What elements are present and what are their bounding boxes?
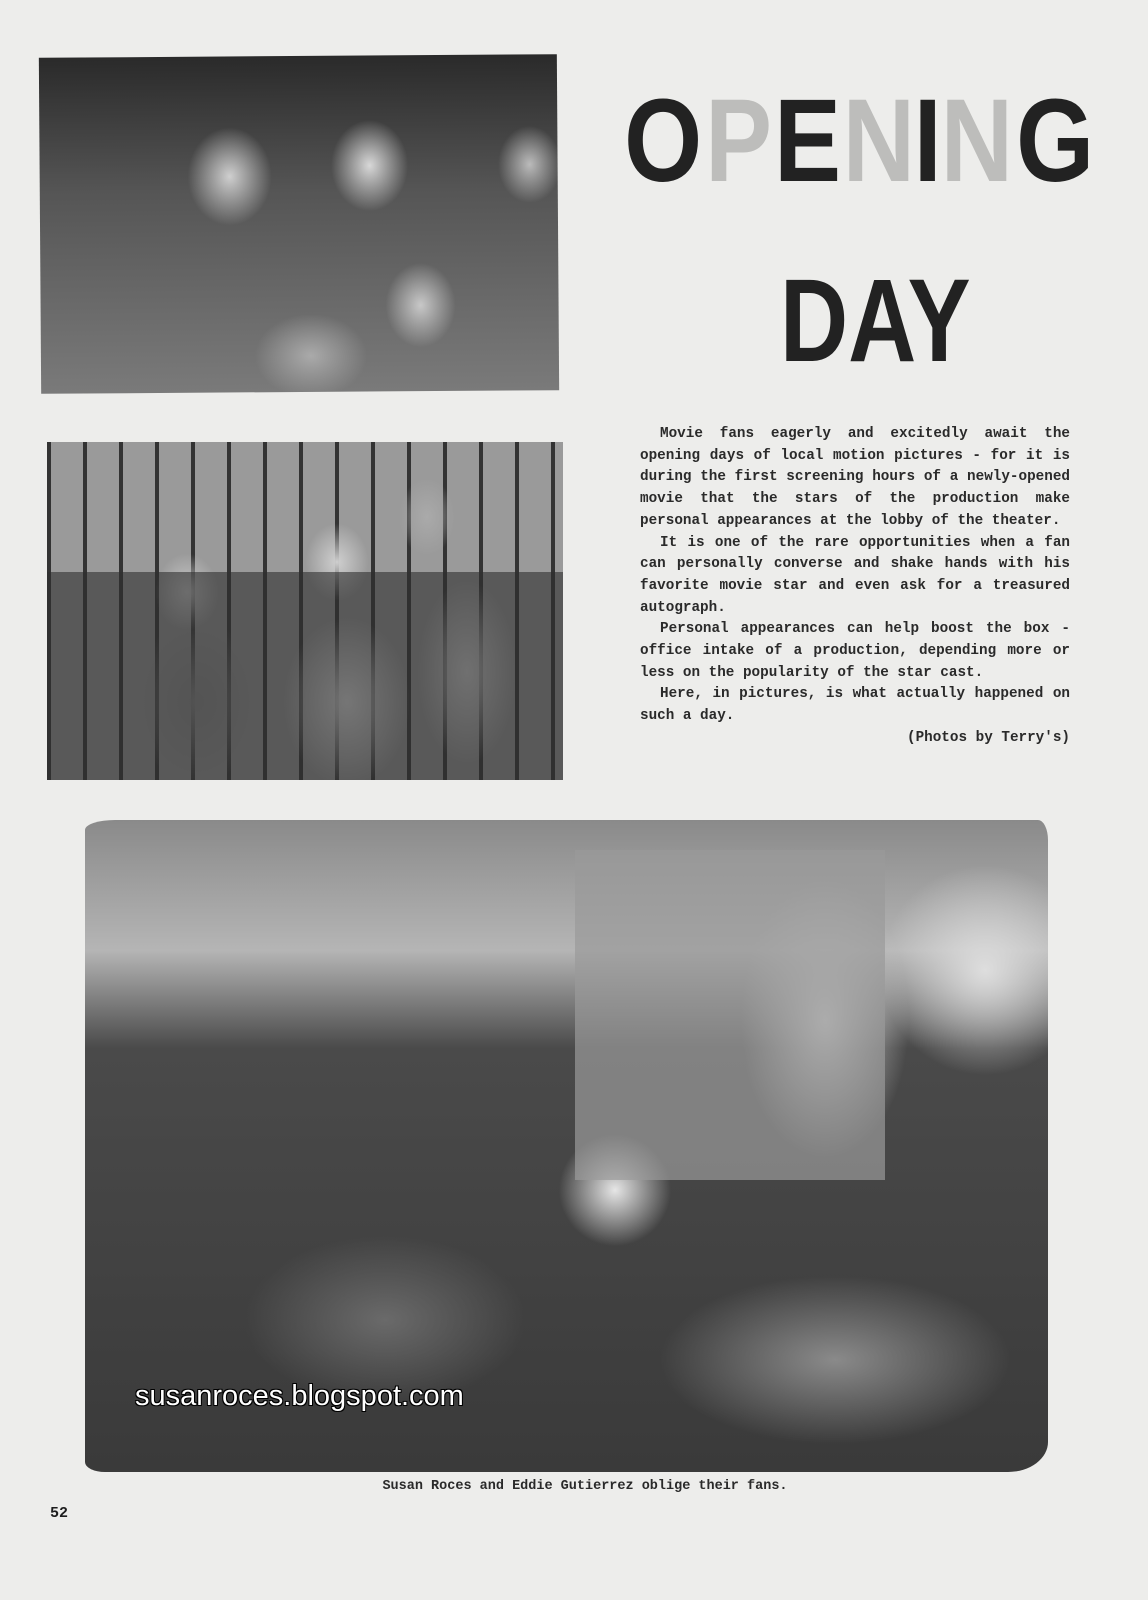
article-paragraph: It is one of the rare opportunities when a fan can personally converse and shake hands with his favorite movie star and even ask for a treasured autograph. — [640, 534, 1070, 616]
headline-letter: N — [940, 75, 1005, 207]
page-number: 52 — [50, 1505, 69, 1522]
headline-letter: N — [842, 75, 907, 207]
photo-caption: Susan Roces and Eddie Gutierrez oblige their fans. — [382, 1479, 788, 1494]
headline-opening — [618, 75, 1092, 207]
article-paragraph: Personal appearances can help boost the box - office intake of a production, depending more or less on the popularity of the star cast. — [640, 621, 1070, 681]
headline-letter: E — [773, 75, 833, 207]
photo-fans-crowd — [39, 54, 559, 394]
article-paragraph: Here, in pictures, is what actually happened on such a day. — [640, 686, 1070, 725]
photo-stars-lobby — [47, 442, 563, 780]
headline-letter: O — [624, 75, 694, 207]
headline-letter: P — [704, 75, 764, 207]
photo-credit: (Photos by Terry's) — [906, 729, 1070, 746]
watermark: susanroces.blogspot.com — [135, 1380, 464, 1412]
lobby-wall — [47, 572, 563, 780]
headline-letter: G — [1016, 75, 1087, 207]
movie-poster — [575, 850, 885, 1180]
article-body — [640, 424, 1070, 750]
headline-letter: I — [914, 75, 934, 207]
article-paragraph: Movie fans eagerly and excitedly await the opening days of local motion pictures - for it is during the first screening hours of a newly-opened movie that the stars of the production make personal appearances at the lobby of the theater. — [640, 426, 1070, 529]
headline-day: DAY — [780, 255, 971, 387]
photo-autograph-crowd — [85, 820, 1048, 1472]
